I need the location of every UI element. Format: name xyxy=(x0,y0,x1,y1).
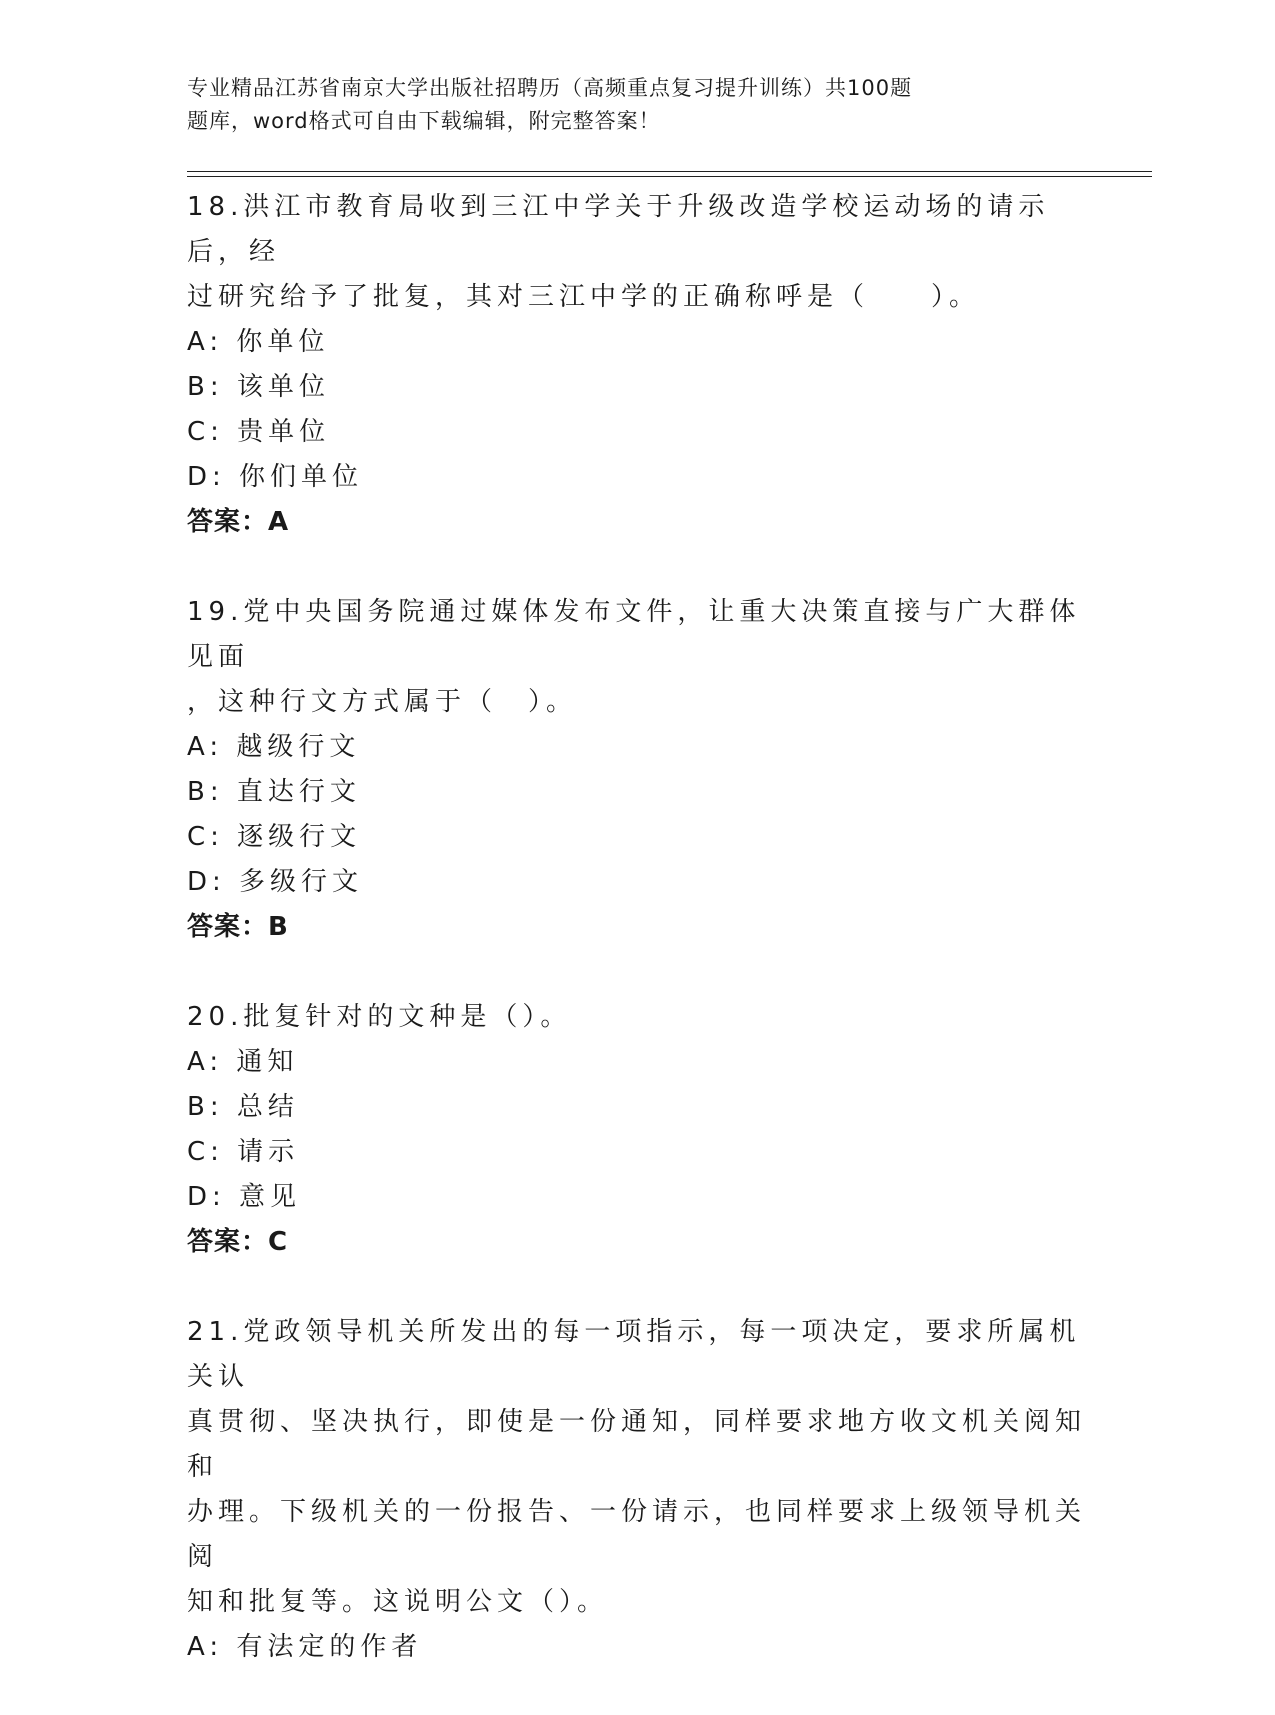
question-stem: 21.党政领导机关所发出的每一项指示，每一项决定，要求所属机关认 xyxy=(187,1317,1081,1392)
option-a: A: 通知 xyxy=(187,1047,299,1077)
question-20 xyxy=(187,995,1087,1265)
option-c: C: 请示 xyxy=(187,1137,300,1167)
question-21 xyxy=(187,1310,1087,1670)
question-18 xyxy=(187,185,1087,545)
option-c: C: 逐级行文 xyxy=(187,822,362,852)
option-d: D: 多级行文 xyxy=(187,867,364,897)
question-stem: 过研究给予了批复，其对三江中学的正确称呼是（ ）。 xyxy=(187,282,981,312)
question-list xyxy=(187,185,1087,1715)
option-b: B: 该单位 xyxy=(187,372,330,402)
option-d: D: 意见 xyxy=(187,1182,302,1212)
option-d: D: 你们单位 xyxy=(187,462,364,492)
option-c: C: 贵单位 xyxy=(187,417,331,447)
question-stem: 办理。下级机关的一份报告、一份请示，也同样要求上级领导机关阅 xyxy=(187,1497,1087,1572)
header-line-1: 专业精品江苏省南京大学出版社招聘历（高频重点复习提升训练）共100题 xyxy=(187,76,913,100)
header-line-2: 题库，word格式可自由下载编辑，附完整答案！ xyxy=(187,109,661,133)
question-stem: 18.洪江市教育局收到三江中学关于升级改造学校运动场的请示后，经 xyxy=(187,192,1050,267)
document-header xyxy=(187,72,1047,138)
question-stem: 20.批复针对的文种是（）。 xyxy=(187,1002,572,1032)
option-b: B: 总结 xyxy=(187,1092,299,1122)
option-a: A: 越级行文 xyxy=(187,732,361,762)
option-b: B: 直达行文 xyxy=(187,777,361,807)
question-stem: ，这种行文方式属于（ ）。 xyxy=(187,687,578,717)
option-a: A: 有法定的作者 xyxy=(187,1632,423,1662)
answer: 答案：A xyxy=(187,507,290,537)
answer: 答案：B xyxy=(187,912,289,942)
question-stem: 19.党中央国务院通过媒体发布文件，让重大决策直接与广大群体见面 xyxy=(187,597,1081,672)
question-19 xyxy=(187,590,1087,950)
header-divider-top xyxy=(187,171,1152,172)
question-stem: 知和批复等。这说明公文（）。 xyxy=(187,1587,609,1617)
question-stem: 真贯彻、坚决执行，即使是一份通知，同样要求地方收文机关阅知和 xyxy=(187,1407,1087,1482)
answer: 答案：C xyxy=(187,1227,289,1257)
option-a: A: 你单位 xyxy=(187,327,330,357)
header-divider-bottom xyxy=(187,176,1152,177)
